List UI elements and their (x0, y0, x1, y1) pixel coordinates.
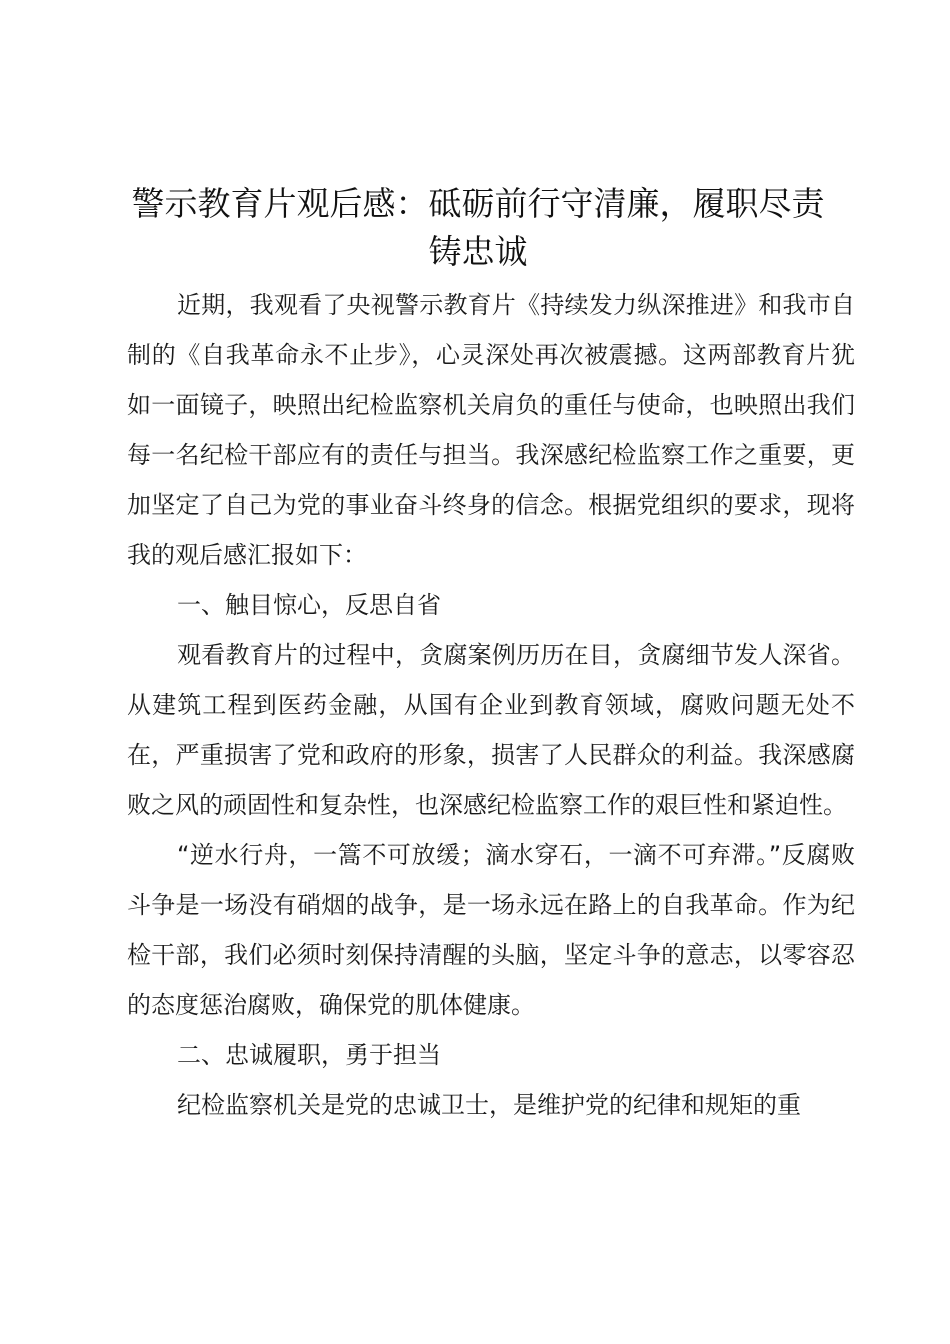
paragraph-section-1-b: “逆水行舟，一篙不可放缓；滴水穿石，一滴不可弃滞。”反腐败斗争是一场没有硝烟的战争，是一场永远在路上的自我革命。作为纪检干部，我们必须时刻保持清醒的头脑，坚定斗争的意志，以零容忍的态度惩治腐败，确保党的肌体健康。 (127, 841, 855, 1019)
section-heading-2: 二、忠诚履职，勇于担当 (177, 1041, 441, 1069)
document-title: 警示教育片观后感：砥砺前行守清廉，履职尽责铸忠诚 (131, 184, 825, 271)
paragraph-section-2-a: 纪检监察机关是党的忠诚卫士，是维护党的纪律和规矩的重 (177, 1091, 801, 1119)
section-heading-1: 一、触目惊心，反思自省 (177, 591, 441, 619)
paragraph-section-1-a: 观看教育片的过程中，贪腐案例历历在目，贪腐细节发人深省。从建筑工程到医药金融，从国有企业到教育领域，腐败问题无处不在，严重损害了党和政府的形象，损害了人民群众的利益。我深感腐败之风的顽固性和复杂性，也深感纪检监察工作的艰巨性和紧迫性。 (127, 641, 855, 819)
paragraph-intro: 近期，我观看了央视警示教育片《持续发力纵深推进》和我市自制的《自我革命永不止步》，心灵深处再次被震撼。这两部教育片犹如一面镜子，映照出纪检监察机关肩负的重任与使命，也映照出我们每一名纪检干部应有的责任与担当。我深感纪检监察工作之重要，更加坚定了自己为党的事业奋斗终身的信念。根据党组织的要求，现将我的观后感汇报如下： (127, 291, 855, 569)
document-body (127, 280, 855, 1130)
